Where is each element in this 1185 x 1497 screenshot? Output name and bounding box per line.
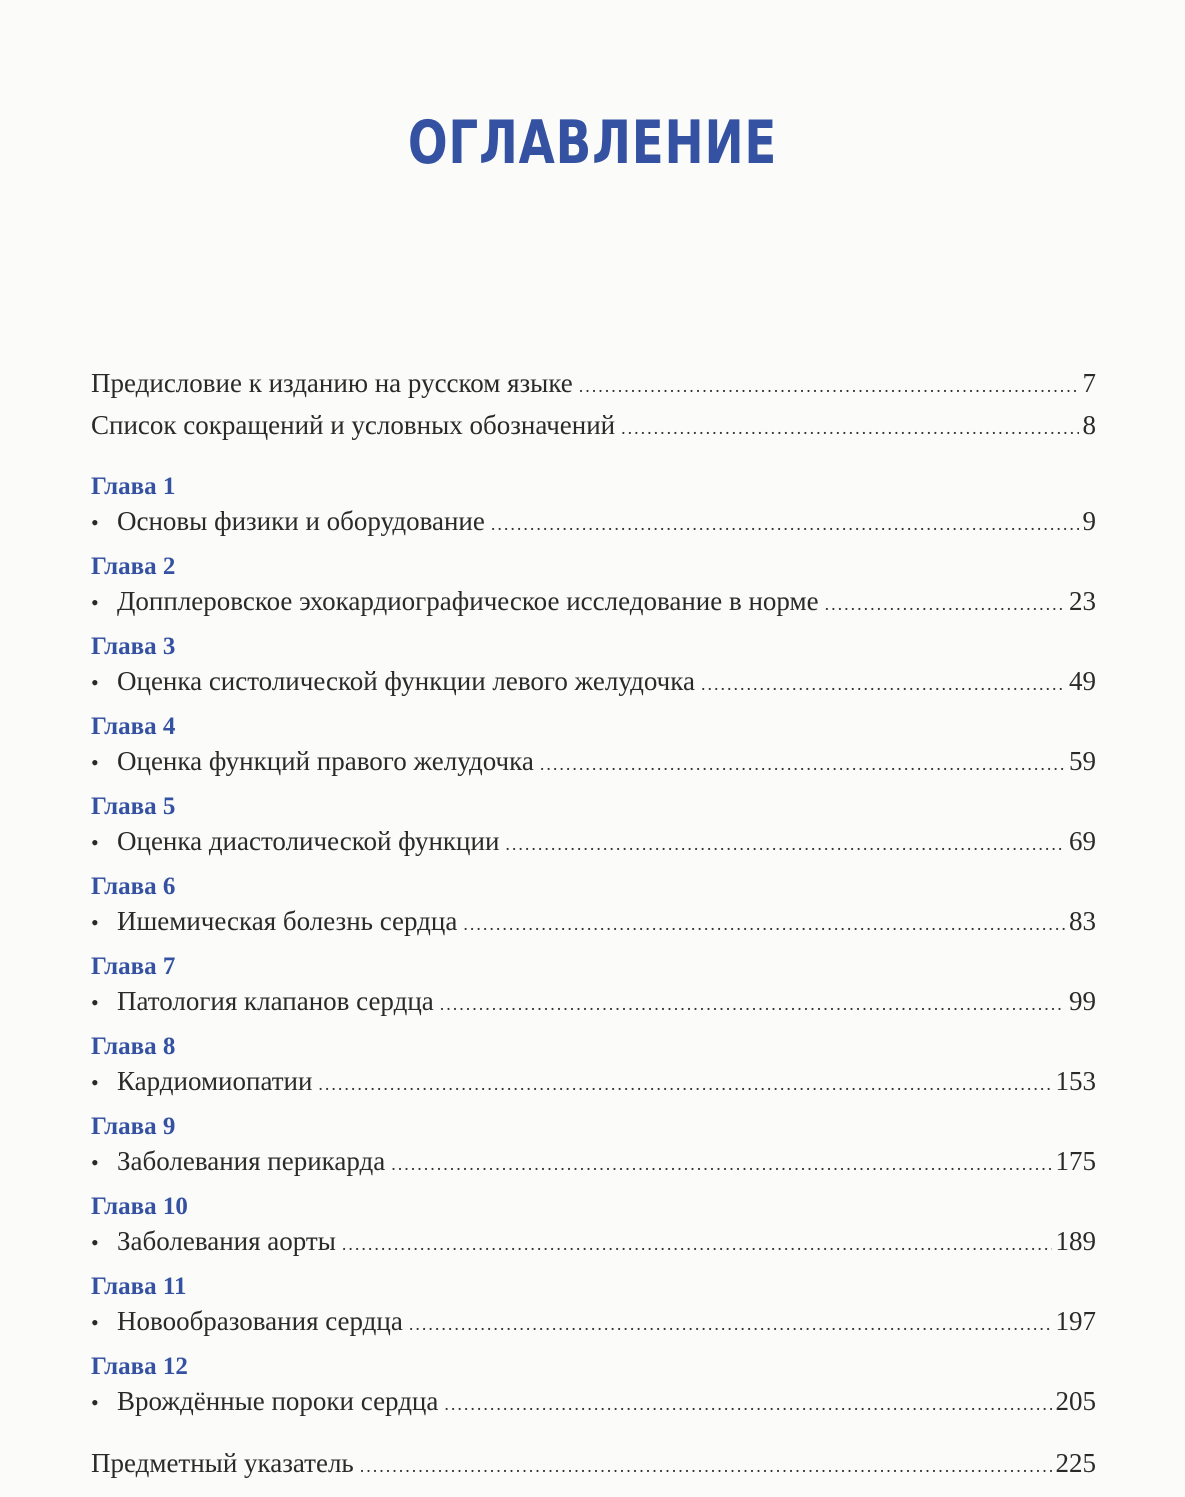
bullet-icon: • xyxy=(91,1230,99,1255)
toc-entry-label xyxy=(91,500,485,544)
bullet-icon: • xyxy=(91,510,99,535)
toc-entry-label xyxy=(91,1220,336,1264)
page-title: ОГЛАВЛЕНИЕ xyxy=(407,108,778,178)
dot-leader xyxy=(579,362,1079,407)
toc-entry-chapter[interactable] xyxy=(91,820,1096,862)
toc-entry-chapter[interactable] xyxy=(91,900,1096,942)
dot-leader xyxy=(440,980,1065,1025)
toc-entry-chapter[interactable] xyxy=(91,580,1096,622)
toc-entry-index[interactable] xyxy=(91,1442,1096,1484)
chapter-heading: Глава 11 xyxy=(91,1273,187,1300)
bullet-icon: • xyxy=(91,670,99,695)
chapter-heading: Глава 7 xyxy=(91,953,176,980)
dot-leader xyxy=(342,1220,1052,1265)
bullet-icon: • xyxy=(91,1070,99,1095)
toc-entry-label xyxy=(91,820,499,864)
chapter-heading: Глава 12 xyxy=(91,1353,188,1380)
bullet-icon: • xyxy=(91,750,99,775)
toc-entry-label: Предметный указатель xyxy=(91,1448,354,1478)
toc-entry-label xyxy=(91,1060,312,1104)
bullet-icon: • xyxy=(91,910,99,935)
toc-entry-abbreviations[interactable] xyxy=(91,404,1096,446)
back-matter xyxy=(91,1442,1096,1484)
chapter-heading: Глава 4 xyxy=(91,713,176,740)
chapter-title: Патология клапанов сердца xyxy=(117,986,434,1016)
chapter-title: Новообразования сердца xyxy=(117,1306,403,1336)
toc-entry-label xyxy=(91,900,457,944)
toc-entry-chapter[interactable] xyxy=(91,1300,1096,1342)
dot-leader xyxy=(391,1140,1051,1185)
chapter-heading: Глава 9 xyxy=(91,1113,176,1140)
toc-entry-chapter[interactable] xyxy=(91,1220,1096,1262)
toc-entry-page: 153 xyxy=(1055,1066,1096,1096)
toc-entry-page: 83 xyxy=(1069,906,1096,936)
toc-entry-label xyxy=(91,980,434,1024)
chapter-heading: Глава 3 xyxy=(91,633,176,660)
chapter-title: Кардиомиопатии xyxy=(117,1066,313,1096)
dot-leader xyxy=(360,1442,1052,1487)
chapter-heading: Глава 6 xyxy=(91,873,176,900)
toc-entry-chapter[interactable] xyxy=(91,740,1096,782)
toc-entry-label xyxy=(91,1140,385,1184)
toc-entry-page: 9 xyxy=(1082,506,1096,536)
bullet-icon: • xyxy=(91,1150,99,1175)
chapter-list xyxy=(91,474,1096,1422)
toc-entry-page: 197 xyxy=(1055,1306,1096,1336)
bullet-icon: • xyxy=(91,990,99,1015)
dot-leader xyxy=(505,820,1065,865)
chapter-title: Допплеровское эхокардиографическое исследование в норме xyxy=(117,586,819,616)
bullet-icon: • xyxy=(91,590,99,615)
dot-leader xyxy=(409,1300,1052,1345)
chapter-title: Оценка диастолической функции xyxy=(117,826,500,856)
toc-entry-page: 59 xyxy=(1069,746,1096,776)
toc-entry-label xyxy=(91,1380,438,1424)
toc-entry-label xyxy=(91,660,695,704)
toc-entry-page: 175 xyxy=(1055,1146,1096,1176)
dot-leader xyxy=(463,900,1065,945)
chapter-title: Заболевания перикарда xyxy=(117,1146,386,1176)
chapter-title: Основы физики и оборудование xyxy=(117,506,485,536)
dot-leader xyxy=(825,580,1065,625)
toc-entry-chapter[interactable] xyxy=(91,1140,1096,1182)
toc-entry-label xyxy=(91,740,534,784)
toc-entry-preface[interactable] xyxy=(91,362,1096,404)
toc-entry-page: 225 xyxy=(1055,1448,1096,1478)
dot-leader xyxy=(540,740,1065,785)
toc-entry-page: 69 xyxy=(1069,826,1096,856)
toc-entry-page: 189 xyxy=(1055,1226,1096,1256)
chapter-title: Оценка систолической функции левого желудочка xyxy=(117,666,695,696)
dot-leader xyxy=(621,404,1078,449)
toc-entry-label xyxy=(91,1300,403,1344)
chapter-title: Заболевания аорты xyxy=(117,1226,336,1256)
chapter-title: Ишемическая болезнь сердца xyxy=(117,906,458,936)
table-of-contents xyxy=(91,362,1096,1484)
dot-leader xyxy=(701,660,1065,705)
toc-entry-label: Предисловие к изданию на русском языке xyxy=(91,368,573,398)
bullet-icon: • xyxy=(91,1310,99,1335)
toc-entry-page: 7 xyxy=(1082,368,1096,398)
chapter-title: Врождённые пороки сердца xyxy=(117,1386,439,1416)
dot-leader xyxy=(318,1060,1051,1105)
toc-entry-label xyxy=(91,580,819,624)
toc-entry-page: 205 xyxy=(1055,1386,1096,1416)
toc-entry-page: 8 xyxy=(1082,410,1096,440)
toc-entry-chapter[interactable] xyxy=(91,660,1096,702)
toc-entry-page: 23 xyxy=(1069,586,1096,616)
chapter-heading: Глава 1 xyxy=(91,473,176,500)
dot-leader xyxy=(491,500,1079,545)
toc-entry-chapter[interactable] xyxy=(91,1060,1096,1102)
front-matter xyxy=(91,362,1096,446)
chapter-heading: Глава 10 xyxy=(91,1193,188,1220)
bullet-icon: • xyxy=(91,1390,99,1415)
chapter-heading: Глава 2 xyxy=(91,553,176,580)
toc-entry-page: 99 xyxy=(1069,986,1096,1016)
chapter-title: Оценка функций правого желудочка xyxy=(117,746,534,776)
toc-entry-chapter[interactable] xyxy=(91,500,1096,542)
toc-entry-chapter[interactable] xyxy=(91,980,1096,1022)
dot-leader xyxy=(444,1380,1051,1425)
bullet-icon: • xyxy=(91,830,99,855)
toc-entry-page: 49 xyxy=(1069,666,1096,696)
toc-entry-label: Список сокращений и условных обозначений xyxy=(91,410,616,440)
chapter-heading: Глава 5 xyxy=(91,793,176,820)
chapter-heading: Глава 8 xyxy=(91,1033,176,1060)
toc-entry-chapter[interactable] xyxy=(91,1380,1096,1422)
